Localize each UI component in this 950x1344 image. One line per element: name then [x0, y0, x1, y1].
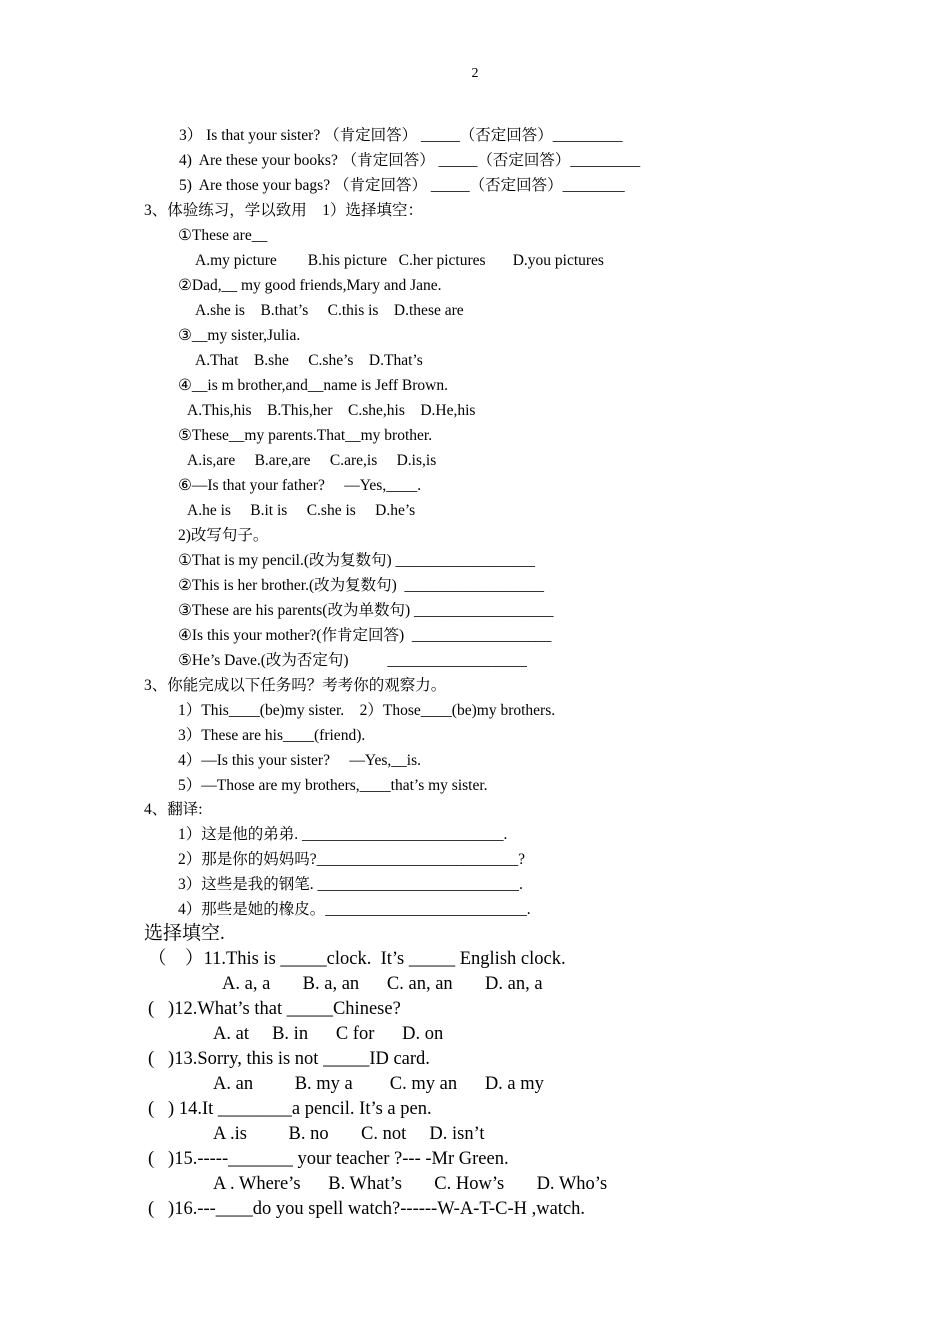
- mc6-options: A.he is B.it is C.she is D.he’s: [187, 502, 416, 519]
- translate-1: 1）这是他的弟弟. __________________________.: [178, 826, 508, 843]
- observe-3: 3）These are his____(friend).: [178, 727, 366, 744]
- question-11-options: A. a, a B. a, an C. an, an D. an, a: [222, 974, 543, 994]
- question-3-sister: 3） Is that your sister? （肯定回答） _____（否定回答）_________: [179, 127, 623, 144]
- section-3-header: 3、体验练习，学以致用 1）选择填空：: [144, 202, 424, 219]
- question-13: ( )13.Sorry, this is not _____ID card.: [148, 1049, 430, 1069]
- mc4-question: ④__is m brother,and__name is Jeff Brown.: [178, 377, 448, 394]
- choice-heading: 选择填空.: [144, 923, 225, 944]
- question-12: ( )12.What’s that _____Chinese?: [148, 999, 401, 1019]
- mc5-options: A.is,are B.are,are C.are,is D.is,is: [187, 452, 437, 469]
- question-14-options: A .is B. no C. not D. isn’t: [213, 1124, 485, 1144]
- question-5-bags: 5) Are those your bags? （肯定回答） _____（否定回答）________: [179, 177, 625, 194]
- observe-5: 5）—Those are my brothers,____that’s my sister.: [178, 777, 488, 794]
- rewrite-3: ③These are his parents(改为单数句) __________________: [178, 602, 554, 619]
- question-16: ( )16.---____do you spell watch?------W-A-T-C-H ,watch.: [148, 1199, 586, 1219]
- section-4-header: 4、翻译:: [144, 801, 203, 818]
- question-12-options: A. at B. in C for D. on: [213, 1024, 444, 1044]
- mc2-question: ②Dad,__ my good friends,Mary and Jane.: [178, 277, 442, 294]
- mc1-question: ①These are__: [178, 227, 268, 244]
- question-13-options: A. an B. my a C. my an D. a my: [213, 1074, 544, 1094]
- rewrite-4: ④Is this your mother?(作肯定回答) __________________: [178, 627, 552, 644]
- section-3b-header: 3、你能完成以下任务吗？考考你的观察力。: [144, 677, 447, 694]
- question-11: （ ）11.This is _____clock. It’s _____ English clock.: [148, 949, 566, 969]
- translate-2: 2）那是你的妈妈吗?__________________________?: [178, 851, 526, 868]
- rewrite-1: ①That is my pencil.(改为复数句) __________________: [178, 552, 536, 569]
- translate-4: 4）那些是她的橡皮。__________________________.: [178, 901, 531, 918]
- mc1-options: A.my picture B.his picture C.her pictures D.you pictures: [195, 252, 604, 269]
- rewrite-header: 2)改写句子。: [178, 527, 269, 544]
- mc6-question: ⑥—Is that your father? —Yes,____.: [178, 477, 422, 494]
- page-number: 2: [471, 66, 479, 81]
- question-15: ( )15.-----_______ your teacher ?--- -Mr Green.: [148, 1149, 509, 1169]
- question-14: ( ) 14.It ________a pencil. It’s a pen.: [148, 1099, 432, 1119]
- mc3-question: ③__my sister,Julia.: [178, 327, 301, 344]
- mc4-options: A.This,his B.This,her C.she,his D.He,his: [187, 402, 476, 419]
- mc2-options: A.she is B.that’s C.this is D.these are: [195, 302, 464, 319]
- translate-3: 3）这些是我的钢笔. __________________________.: [178, 876, 523, 893]
- rewrite-5: ⑤He’s Dave.(改为否定句) __________________: [178, 652, 527, 669]
- question-4-books: 4) Are these your books? （肯定回答） _____（否定回答）_________: [179, 152, 641, 169]
- observe-4: 4）—Is this your sister? —Yes,__is.: [178, 752, 421, 769]
- rewrite-2: ②This is her brother.(改为复数句) __________________: [178, 577, 545, 594]
- mc3-options: A.That B.she C.she’s D.That’s: [195, 352, 423, 369]
- question-15-options: A . Where’s B. What’s C. How’s D. Who’s: [213, 1174, 608, 1194]
- mc5-question: ⑤These__my parents.That__my brother.: [178, 427, 433, 444]
- observe-1-2: 1）This____(be)my sister. 2）Those____(be)my brothers.: [178, 702, 556, 719]
